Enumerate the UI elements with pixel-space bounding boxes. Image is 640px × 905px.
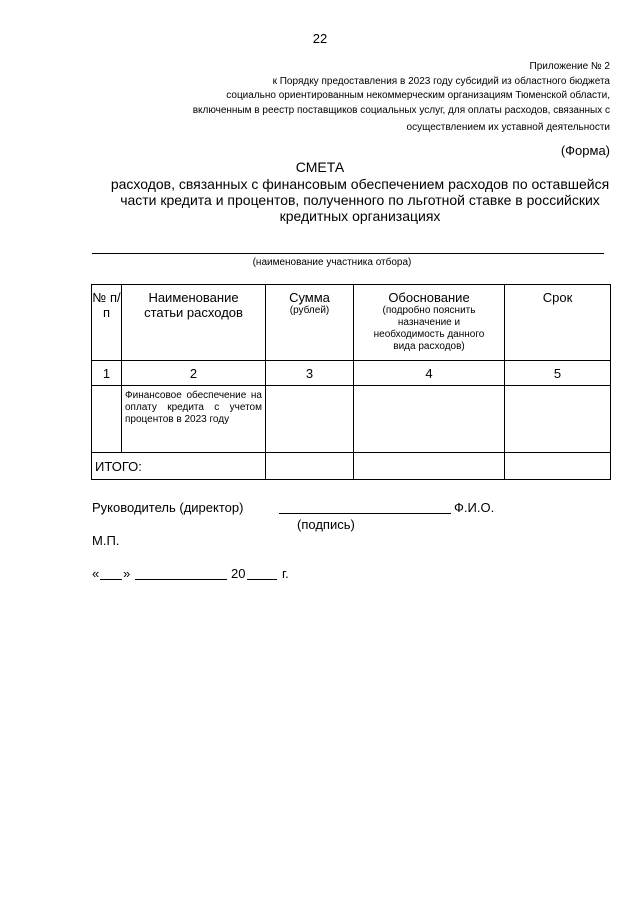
expense-item-name: Финансовое обеспечение на оплату кредита с учетом процентов в 2023 году (122, 386, 266, 453)
stamp-label: М.П. (92, 533, 120, 548)
date-close-quote: » (123, 566, 131, 581)
page-number: 22 (312, 31, 328, 46)
head-label: Руководитель (директор) (92, 500, 244, 515)
date-line (92, 566, 352, 582)
date-open-quote: « (92, 566, 100, 581)
header-item-name-label: Наименование статьи расходов (144, 290, 243, 320)
header-amount-label: Сумма (289, 290, 330, 305)
document-subtitle: расходов, связанных с финансовым обеспечением расходов по оставшейся части кредита и процентов, полученного по льготной ставке в российских кредитных организациях (110, 176, 610, 224)
amount-cell[interactable] (266, 386, 354, 453)
term-cell[interactable] (505, 386, 611, 453)
header-justification-label: Обоснование (388, 290, 470, 305)
appendix-reference (90, 60, 610, 136)
column-number: 1 (92, 361, 122, 386)
appendix-line: Приложение № 2 (529, 61, 610, 72)
column-number-row (92, 361, 611, 386)
header-number (92, 285, 122, 361)
table-header-row (92, 285, 611, 361)
table-row (92, 386, 611, 453)
total-term-cell[interactable] (505, 453, 611, 480)
column-number: 5 (505, 361, 611, 386)
header-term (505, 285, 611, 361)
form-label: (Форма) (560, 143, 610, 158)
year-blank[interactable] (247, 579, 277, 580)
column-number: 2 (122, 361, 266, 386)
header-number-label: № п/п (92, 290, 121, 320)
total-justification-cell[interactable] (354, 453, 505, 480)
fio-label: Ф.И.О. (454, 500, 495, 515)
header-justification-note: (подробно пояснить назначение и необходимость данного вида расходов) (373, 305, 485, 352)
estimate-table (91, 284, 611, 480)
document-title: СМЕТА (295, 159, 345, 175)
column-number: 4 (354, 361, 505, 386)
appendix-line: социально ориентированным некоммерческим организациям Тюменской области, (226, 90, 610, 101)
day-blank[interactable] (100, 579, 122, 580)
header-term-label: Срок (542, 290, 573, 305)
appendix-line: к Порядку предоставления в 2023 году субсидий из областного бюджета (272, 75, 610, 87)
signature-caption: (подпись) (297, 517, 355, 532)
header-amount-note: (рублей) (289, 305, 330, 316)
justification-cell[interactable] (354, 386, 505, 453)
header-amount (266, 285, 354, 361)
row-number-cell[interactable] (92, 386, 122, 453)
appendix-line: включенным в реестр поставщиков социальных услуг, для оплаты расходов, связанных с (192, 104, 610, 116)
total-amount-cell[interactable] (266, 453, 354, 480)
column-number: 3 (266, 361, 354, 386)
year-prefix: 20 (231, 566, 246, 581)
header-justification (354, 285, 505, 361)
total-row (92, 453, 611, 480)
total-label: ИТОГО: (92, 453, 266, 480)
year-suffix: г. (282, 566, 289, 581)
participant-caption: (наименование участника отбора) (252, 257, 412, 268)
month-blank[interactable] (135, 579, 227, 580)
appendix-line: осуществлением их уставной деятельности (406, 122, 610, 133)
header-item-name (122, 285, 266, 361)
signature-line[interactable] (279, 513, 451, 514)
participant-name-line (92, 253, 604, 254)
